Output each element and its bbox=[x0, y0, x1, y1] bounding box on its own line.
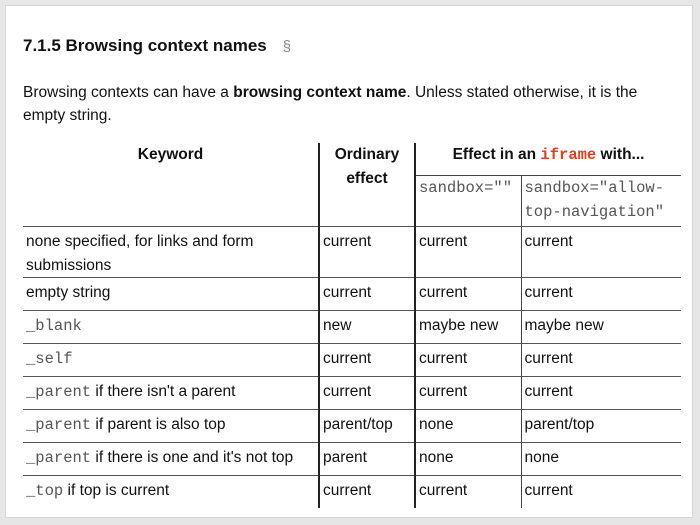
ordinary-cell: new bbox=[319, 311, 415, 344]
keyword-cell: _parent if parent is also top bbox=[23, 410, 319, 443]
allow-top-cell: current bbox=[521, 377, 681, 410]
section-title: 7.1.5 Browsing context names bbox=[23, 36, 267, 55]
header-ordinary-line2: effect bbox=[346, 170, 388, 187]
document-page bbox=[5, 5, 693, 518]
allow-top-cell: current bbox=[521, 344, 681, 377]
allow-top-cell: current bbox=[521, 227, 681, 278]
ordinary-cell: current bbox=[319, 227, 415, 278]
sandbox-cell: current bbox=[415, 278, 521, 311]
table-row bbox=[23, 476, 681, 509]
keyword-cell: empty string bbox=[23, 278, 319, 311]
allow-top-cell: none bbox=[521, 443, 681, 476]
header-effect-code: iframe bbox=[540, 146, 597, 164]
section-heading bbox=[23, 36, 291, 56]
browsing-context-keyword-table bbox=[23, 143, 681, 508]
intro-text-after: . Unless stated otherwise, it is the empty string. bbox=[23, 84, 638, 124]
intro-paragraph bbox=[23, 81, 673, 127]
sandbox-cell: none bbox=[415, 410, 521, 443]
keyword-cell: _self bbox=[23, 344, 319, 377]
ordinary-cell: current bbox=[319, 344, 415, 377]
sandbox-cell: current bbox=[415, 476, 521, 509]
header-iframe-effect bbox=[415, 143, 681, 176]
sandbox-cell: current bbox=[415, 377, 521, 410]
header-sandbox-empty: sandbox="" bbox=[415, 176, 521, 227]
keyword-cell: _parent if there is one and it's not top bbox=[23, 443, 319, 476]
ordinary-cell: parent/top bbox=[319, 410, 415, 443]
header-ordinary-line1: Ordinary bbox=[334, 146, 400, 163]
ordinary-cell: current bbox=[319, 476, 415, 509]
sandbox-cell: current bbox=[415, 227, 521, 278]
keyword-cell: _top if top is current bbox=[23, 476, 319, 509]
header-sandbox-allow-top: sandbox="allow-top-navigation" bbox=[521, 176, 681, 227]
table-row bbox=[23, 227, 681, 278]
keyword-cell: _blank bbox=[23, 311, 319, 344]
table-row bbox=[23, 311, 681, 344]
intro-term: browsing context name bbox=[233, 84, 407, 101]
table-row bbox=[23, 377, 681, 410]
allow-top-cell: parent/top bbox=[521, 410, 681, 443]
keyword-cell: none specified, for links and form submissions bbox=[23, 227, 319, 278]
table-row bbox=[23, 410, 681, 443]
intro-text-before: Browsing contexts can have a bbox=[23, 84, 234, 101]
header-effect-suffix: with... bbox=[596, 146, 645, 163]
table-row bbox=[23, 278, 681, 311]
allow-top-cell: current bbox=[521, 278, 681, 311]
ordinary-cell: current bbox=[319, 278, 415, 311]
allow-top-cell: current bbox=[521, 476, 681, 509]
section-anchor-link[interactable]: § bbox=[282, 38, 292, 55]
keyword-cell: _parent if there isn't a parent bbox=[23, 377, 319, 410]
table-row bbox=[23, 443, 681, 476]
sandbox-cell: none bbox=[415, 443, 521, 476]
header-effect-prefix: Effect in an bbox=[452, 146, 541, 163]
header-ordinary-effect bbox=[319, 143, 415, 227]
ordinary-cell: current bbox=[319, 377, 415, 410]
sandbox-cell: current bbox=[415, 344, 521, 377]
allow-top-cell: maybe new bbox=[521, 311, 681, 344]
table-row bbox=[23, 344, 681, 377]
ordinary-cell: parent bbox=[319, 443, 415, 476]
header-keyword: Keyword bbox=[137, 146, 204, 163]
sandbox-cell: maybe new bbox=[415, 311, 521, 344]
